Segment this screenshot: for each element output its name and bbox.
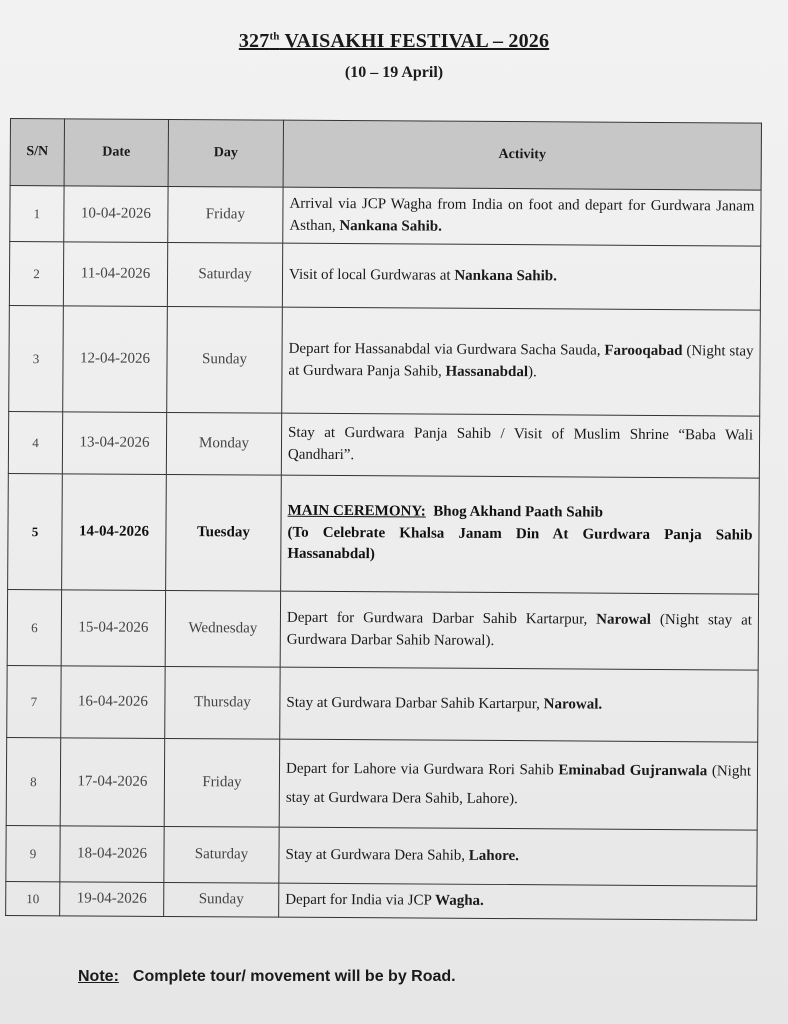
table-row: 4 13-04-2026 Monday Stay at Gurdwara Panja Sahib / Visit of Muslim Shrine “Baba Wali Qandhari”. [8, 411, 759, 478]
header-activity: Activity [283, 120, 761, 190]
page-title: 327th VAISAKHI FESTIVAL – 2026 [238, 30, 550, 52]
page-subtitle: (10 – 19 April) [344, 64, 444, 81]
table-row: 10 19-04-2026 Sunday Depart for India via JCP Wagha. [6, 881, 757, 920]
header-day: Day [168, 119, 283, 187]
table-row: 8 17-04-2026 Friday Depart for Lahore via Gurdwara Rori Sahib Eminabad Gujranwala (Night stay at Gurdwara Dera Sahib, Lahore). [6, 737, 758, 830]
table-row: 2 11-04-2026 Saturday Visit of local Gurdwaras at Nankana Sahib. [9, 242, 760, 311]
table-row: 7 16-04-2026 Thursday Stay at Gurdwara Darbar Sahib Kartarpur, Narowal. [7, 665, 758, 742]
table-row: 1 10-04-2026 Friday Arrival via JCP Wagha from India on foot and depart for Gurdwara Janam Asthan, Nankana Sahib. [10, 186, 761, 247]
table-row: 9 18-04-2026 Saturday Stay at Gurdwara Dera Sahib, Lahore. [6, 825, 757, 886]
schedule-table [5, 118, 762, 921]
table-row-main-ceremony: 5 14-04-2026 Tuesday MAIN CEREMONY: Bhog Akhand Paath Sahib (To Celebrate Khalsa Janam Din At Gurdwara Panja Sahib Hassanabdal) [8, 473, 760, 594]
table-header-row [10, 119, 761, 191]
table-row: 6 15-04-2026 Wednesday Depart for Gurdwara Darbar Sahib Kartarpur, Narowal (Night stay at Gurdwara Darbar Sahib Narowal). [7, 589, 758, 670]
note-text: Complete tour/ movement will be by Road. [132, 968, 456, 985]
footer-note [78, 968, 456, 986]
header-sn: S/N [10, 119, 64, 186]
main-ceremony-heading: MAIN CEREMONY: [287, 502, 426, 520]
table-row: 3 12-04-2026 Sunday Depart for Hassanabdal via Gurdwara Sacha Sauda, Farooqabad (Night stay at Gurdwara Panja Sahib, Hassanabdal). [9, 305, 761, 416]
header-date: Date [64, 119, 168, 187]
note-label: Note: [78, 968, 119, 985]
